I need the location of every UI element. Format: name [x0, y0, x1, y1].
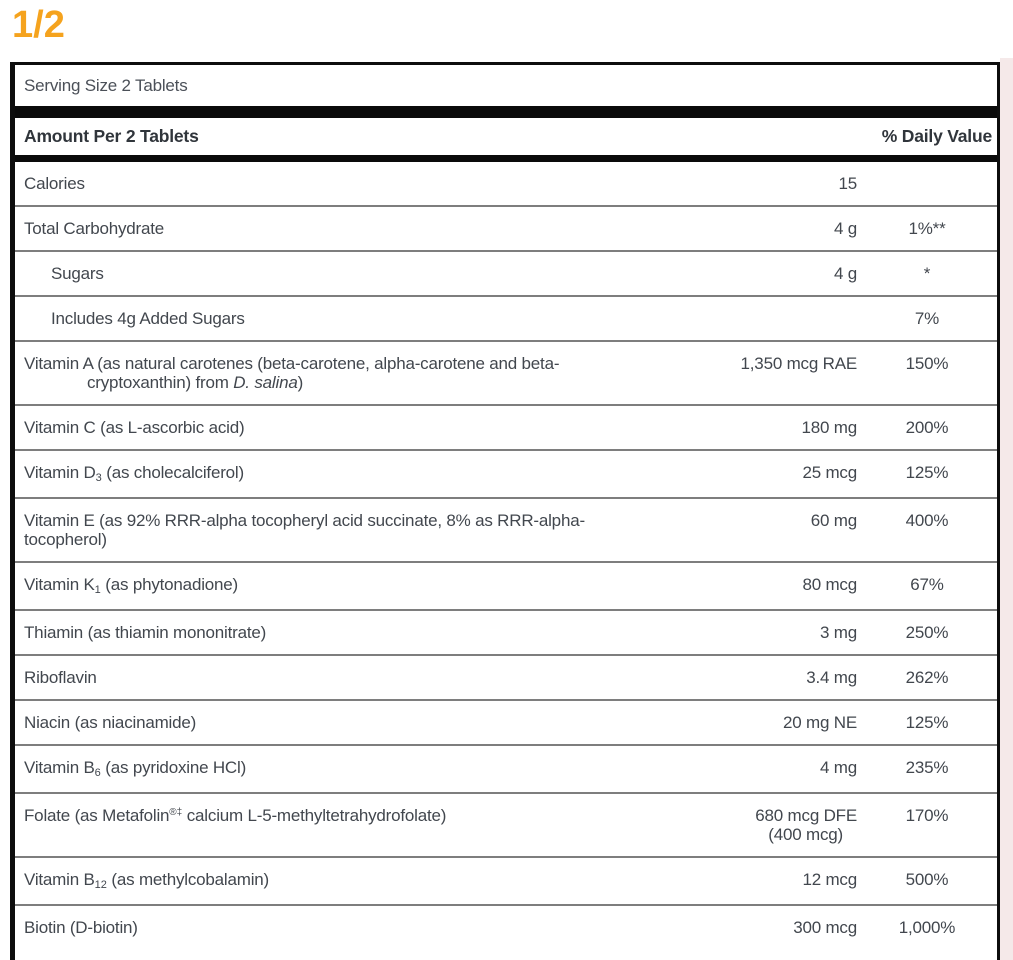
row-daily-value: 125% [905, 713, 949, 732]
row-label-text: Biotin (D-biotin) [24, 918, 138, 937]
row-label [24, 870, 639, 892]
row-label-text: (as phytonadione) [100, 575, 238, 594]
row-label [24, 713, 639, 732]
row-label-text: Vitamin C (as L-ascorbic acid) [24, 418, 245, 437]
row-label [24, 264, 639, 283]
row-daily-value: 67% [910, 575, 944, 594]
row-amount: 680 mcg DFE (400 mcg) [639, 806, 857, 844]
row-label [24, 758, 639, 780]
row-label [24, 806, 639, 828]
row-label-text: (as pyridoxine HCl) [100, 758, 247, 777]
table-row [15, 654, 997, 699]
supplement-facts-table [10, 62, 1000, 960]
row-label [24, 575, 639, 597]
row-amount: 4 g [833, 264, 857, 283]
table-row [15, 561, 997, 609]
row-label-text: Niacin (as niacinamide) [24, 713, 197, 732]
serving-size: Serving Size 2 Tablets [24, 76, 188, 95]
row-amount: 1,350 mcg RAE [740, 354, 857, 373]
row-label-text: Vitamin E (as 92% RRR-alpha tocopheryl acid succinate, 8% as RRR-alpha-tocopherol) [24, 511, 585, 549]
row-amount: 15 [838, 174, 857, 193]
row-label [24, 463, 639, 485]
row-label-text: 12 [94, 879, 107, 891]
row-amount: 4 mg [820, 758, 857, 777]
row-daily-value: * [923, 264, 931, 283]
row-label [24, 623, 639, 642]
row-daily-value: 1%** [908, 219, 946, 238]
row-amount: 25 mcg [802, 463, 857, 482]
table-row [15, 449, 997, 497]
row-amount: 4 g [833, 219, 857, 238]
row-label-text: (as cholecalciferol) [101, 463, 244, 482]
table-row [15, 295, 997, 340]
row-label-text: Folate (as Metafolin [24, 806, 170, 825]
row-label [24, 354, 639, 392]
table-row [15, 904, 997, 949]
row-label-text: Total Carbohydrate [24, 219, 165, 238]
row-label-text: Vitamin B [24, 758, 95, 777]
row-label-text: Thiamin (as thiamin mononitrate) [24, 623, 267, 642]
table-row [15, 340, 997, 404]
row-amount: 300 mcg [793, 918, 857, 937]
row-label [24, 309, 639, 328]
row-label [24, 219, 639, 238]
row-label-text: ®‡ [169, 807, 183, 818]
row-amount: 180 mg [801, 418, 857, 437]
row-label-text: D. salina [233, 373, 298, 392]
row-label-text: Includes 4g Added Sugars [51, 309, 245, 328]
divider-bar-header [15, 155, 997, 162]
row-amount: 12 mcg [802, 870, 857, 889]
row-daily-value: 125% [905, 463, 949, 482]
row-label-text: (as methylcobalamin) [106, 870, 269, 889]
row-label [24, 174, 639, 193]
row-label [24, 418, 639, 437]
row-amount-line2: (400 mcg) [768, 825, 843, 844]
row-label-text: Calories [24, 174, 85, 193]
row-amount: 3.4 mg [806, 668, 857, 687]
row-label-text: 1 [94, 584, 101, 596]
row-daily-value: 262% [905, 668, 949, 687]
row-daily-value: 400% [905, 511, 949, 530]
row-amount: 80 mcg [802, 575, 857, 594]
row-daily-value: 235% [905, 758, 949, 777]
row-daily-value: 170% [905, 806, 949, 825]
table-header-row [15, 118, 997, 155]
table-row [15, 205, 997, 250]
table-row [15, 744, 997, 792]
row-label-text: ) [297, 373, 304, 392]
row-amount: 60 mg [810, 511, 857, 530]
table-row [15, 250, 997, 295]
row-label-text: calcium L-5-methyltetrahydrofolate) [182, 806, 447, 825]
row-daily-value: 250% [905, 623, 949, 642]
row-amount: 3 mg [820, 623, 857, 642]
row-amount: 20 mg NE [783, 713, 857, 732]
row-label-text: Vitamin K [24, 575, 95, 594]
table-row [15, 497, 997, 561]
column-header-amount: Amount Per 2 Tablets [24, 126, 199, 146]
row-label [24, 511, 639, 549]
row-daily-value: 150% [905, 354, 949, 373]
row-label [24, 668, 639, 687]
row-label-text: Riboflavin [24, 668, 97, 687]
divider-bar-top [15, 106, 997, 118]
table-row [15, 162, 997, 205]
row-label-text: Vitamin B [24, 870, 95, 889]
row-daily-value: 1,000% [898, 918, 956, 937]
row-daily-value: 200% [905, 418, 949, 437]
table-row [15, 404, 997, 449]
row-daily-value: 7% [914, 309, 940, 328]
table-row [15, 699, 997, 744]
row-label [24, 918, 639, 937]
table-row [15, 609, 997, 654]
table-row [15, 856, 997, 904]
row-daily-value: 500% [905, 870, 949, 889]
page-indicator: 1/2 [12, 4, 65, 46]
row-label-text: Vitamin D [24, 463, 96, 482]
row-label-text: Sugars [51, 264, 104, 283]
row-label-text: 6 [94, 767, 101, 779]
background-strip [1000, 58, 1013, 960]
row-label-text: 3 [95, 472, 102, 484]
row-label-text: Vitamin A (as natural carotenes (beta-carotene, alpha-carotene and beta-cryptoxanthin) from [24, 354, 560, 392]
column-header-daily-value: % Daily Value [881, 126, 992, 146]
table-body [15, 162, 997, 949]
table-row [15, 792, 997, 856]
